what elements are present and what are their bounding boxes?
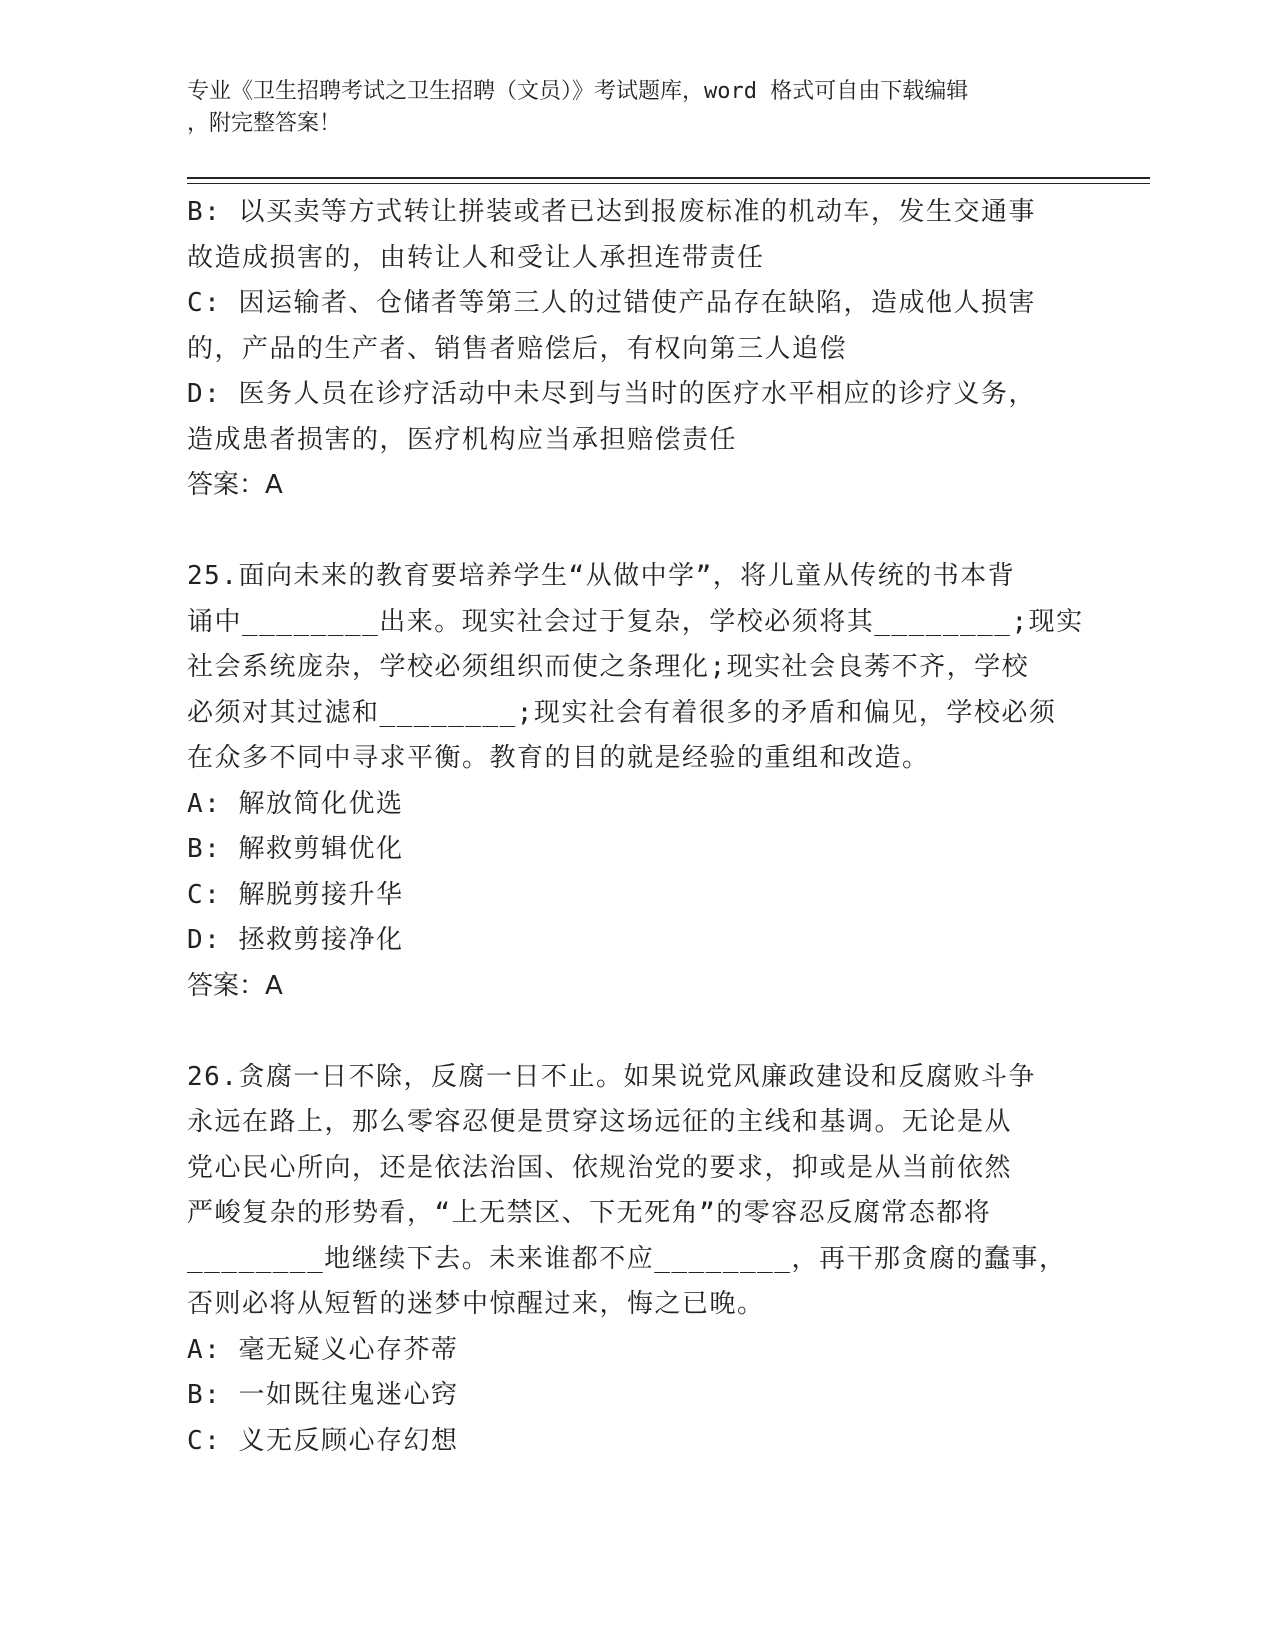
question-text-line: 否则必将从短暂的迷梦中惊醒过来，悔之已晚。 [187, 1289, 765, 1319]
answer-line: 答案：A [187, 970, 283, 1001]
spacer [187, 1009, 1067, 1055]
option-c: C: 义无反顾心存幻想 [187, 1425, 459, 1456]
question-text-line: 诵中________出来。现实社会过于复杂，学校必须将其________;现实 [187, 606, 1084, 637]
option-line: B: 以买卖等方式转让拼装或者已达到报废标准的机动车，发生交通事 [187, 197, 1036, 227]
question-text-line: 社会系统庞杂，学校必须组织而使之条理化;现实社会良莠不齐，学校 [187, 652, 1030, 682]
option-line: D: 医务人员在诊疗活动中未尽到与当时的医疗水平相应的诊疗义务， [187, 379, 1036, 409]
question-25 [187, 554, 1084, 1009]
option-line: C: 因运输者、仓储者等第三人的过错使产品存在缺陷，造成他人损害 [187, 288, 1036, 318]
option-a: A: 解放简化优选 [187, 788, 404, 819]
question-24-continued [187, 190, 1067, 509]
option-c: C: 解脱剪接升华 [187, 879, 404, 910]
option-line: 故造成损害的，由转让人和受让人承担连带责任 [187, 242, 765, 273]
question-26 [187, 1055, 1067, 1465]
question-text-line: 25.面向未来的教育要培养学生“从做中学”，将儿童从传统的书本背 [187, 561, 1016, 591]
question-text-line: 必须对其过滤和________;现实社会有着很多的矛盾和偏见，学校必须 [187, 697, 1057, 728]
option-b: B: 一如既往鬼迷心窍 [187, 1380, 459, 1410]
page-header [187, 76, 1067, 140]
option-line: 的，产品的生产者、销售者赔偿后，有权向第三人追偿 [187, 333, 848, 364]
question-text-line: 严峻复杂的形势看，“上无禁区、下无死角”的零容忍反腐常态都将 [187, 1198, 992, 1228]
answer-line: 答案：A [187, 470, 283, 500]
question-text-line: 26.贪腐一日不除，反腐一日不止。如果说党风廉政建设和反腐败斗争 [187, 1061, 1036, 1092]
spacer [187, 509, 1067, 555]
question-text-line: 永远在路上，那么零容忍便是贯穿这场远征的主线和基调。无论是从 [187, 1107, 1013, 1137]
header-line: 专业《卫生招聘考试之卫生招聘（文员）》考试题库，word 格式可自由下载编辑 [187, 79, 969, 104]
question-content [187, 190, 1084, 1464]
option-line: 造成患者损害的，医疗机构应当承担赔偿责任 [187, 424, 738, 455]
header-line: ，附完整答案！ [187, 111, 342, 136]
option-a: A: 毫无疑义心存芥蒂 [187, 1334, 459, 1365]
question-text-line: 在众多不同中寻求平衡。教育的目的就是经验的重组和改造。 [187, 743, 930, 773]
option-b: B: 解救剪辑优化 [187, 834, 404, 864]
question-text-line: 党心民心所向，还是依法治国、依规治党的要求，抑或是从当前依然 [187, 1152, 1013, 1183]
header-rule-thick [187, 177, 1150, 179]
option-d: D: 拯救剪接净化 [187, 925, 404, 955]
question-text-line: ________地继续下去。未来谁都不应________，再干那贪腐的蠢事， [187, 1243, 1067, 1274]
header-rule-thin [187, 183, 1150, 184]
